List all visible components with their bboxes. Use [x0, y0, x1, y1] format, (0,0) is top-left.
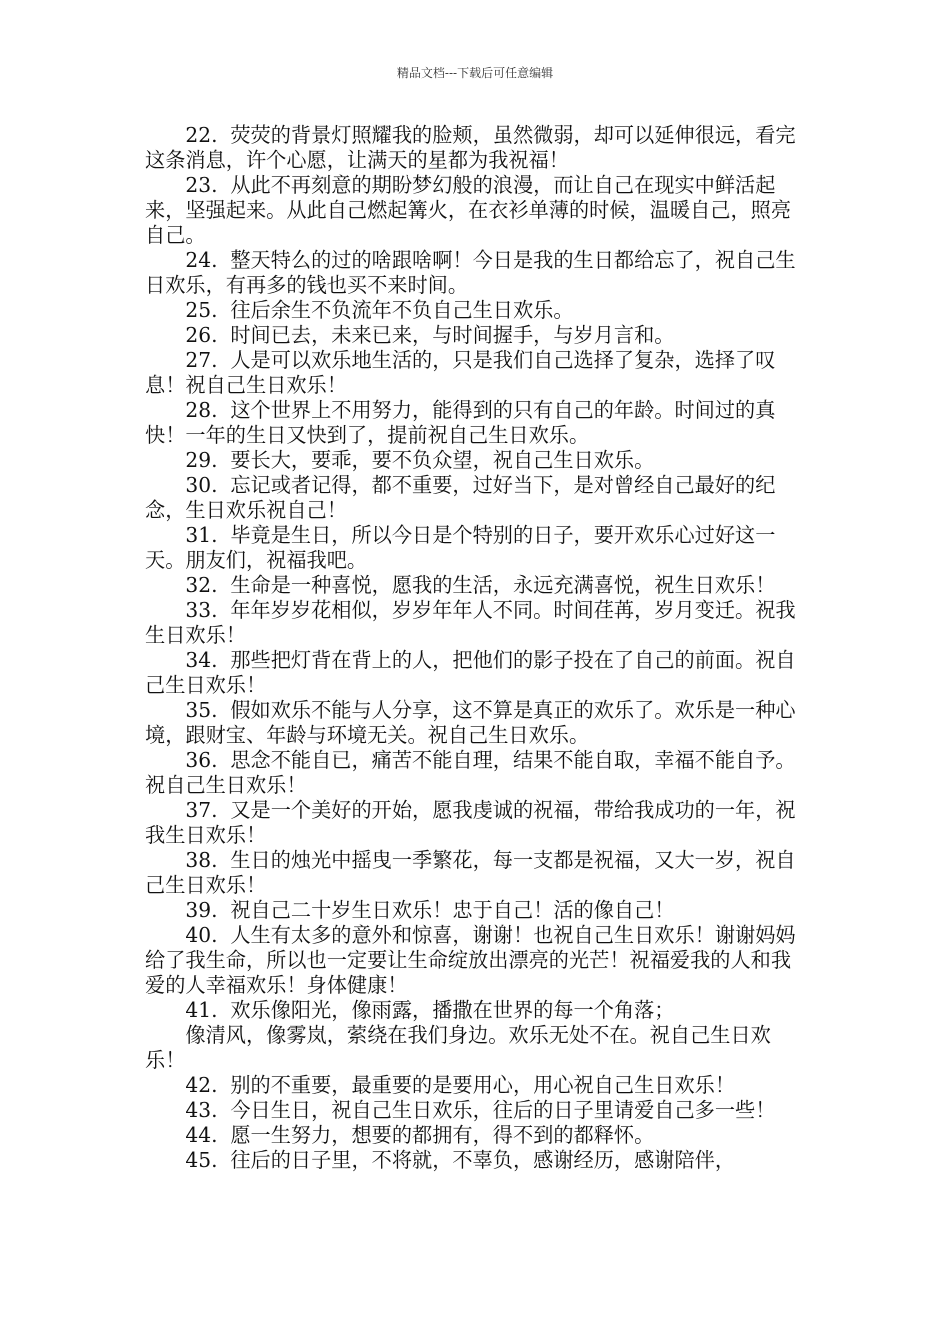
paragraph: [145, 123, 810, 173]
paragraph-text: 荧荧的背景灯照耀我的脸颊，虽然微弱，却可以延伸很远，看完这条消息，许个心愿，让满天的星都为我祝福！: [145, 123, 796, 172]
paragraph: [145, 998, 810, 1023]
paragraph: [145, 798, 810, 848]
paragraph-number: 41.: [185, 998, 218, 1022]
paragraph-text: 今日生日，祝自己生日欢乐，往后的日子里请爱自己多一些！: [230, 1098, 776, 1122]
paragraph: [145, 448, 810, 473]
paragraph-number: 45.: [185, 1148, 218, 1172]
paragraph-number: 32.: [185, 573, 218, 597]
paragraph: [145, 698, 810, 748]
paragraph-text: 别的不重要，最重要的是要用心，用心祝自己生日欢乐！: [230, 1073, 736, 1097]
paragraph-text: 又是一个美好的开始，愿我虔诚的祝福，带给我成功的一年，祝我生日欢乐！: [145, 798, 796, 847]
paragraph-number: 38.: [185, 848, 218, 872]
paragraph: [145, 1098, 810, 1123]
paragraph-text: 祝自己二十岁生日欢乐！忠于自己！活的像自己！: [230, 898, 675, 922]
paragraph-text: 生命是一种喜悦，愿我的生活，永远充满喜悦，祝生日欢乐！: [230, 573, 776, 597]
paragraph-number: 34.: [185, 648, 218, 672]
paragraph-number: 33.: [185, 598, 218, 622]
paragraph-number: 35.: [185, 698, 218, 722]
paragraph: [145, 598, 810, 648]
paragraph: [145, 748, 810, 798]
paragraph-text: 那些把灯背在背上的人，把他们的影子投在了自己的前面。祝自己生日欢乐！: [145, 648, 796, 697]
paragraph-text: 往后的日子里，不将就，不辜负，感谢经历，感谢陪伴，: [230, 1148, 736, 1172]
paragraph-text: 思念不能自已，痛苦不能自理，结果不能自取，幸福不能自予。祝自己生日欢乐！: [145, 748, 796, 797]
paragraph-text: 这个世界上不用努力，能得到的只有自己的年龄。时间过的真快！一年的生日又快到了，提前祝自己生日欢乐。: [145, 398, 776, 447]
paragraph: [145, 323, 810, 348]
paragraph: [145, 473, 810, 523]
page-header: 精品文档---下载后可任意编辑: [396, 66, 554, 80]
paragraph-text: 往后余生不负流年不负自己生日欢乐。: [230, 298, 574, 322]
paragraph-number: 44.: [185, 1123, 218, 1147]
paragraph-text: 时间已去，未来已来，与时间握手，与岁月言和。: [230, 323, 675, 347]
paragraph-text: 年年岁岁花相似，岁岁年年人不同。时间荏苒，岁月变迁。祝我生日欢乐！: [145, 598, 796, 647]
paragraph-text: 愿一生努力，想要的都拥有，得不到的都释怀。: [230, 1123, 655, 1147]
paragraph-number: 43.: [185, 1098, 218, 1122]
paragraph: [145, 398, 810, 448]
paragraph-number: 31.: [185, 523, 218, 547]
paragraph-text: 要长大，要乖，要不负众望，祝自己生日欢乐。: [230, 448, 655, 472]
paragraph-text: 毕竟是生日，所以今日是个特别的日子，要开欢乐心过好这一天。朋友们，祝福我吧。: [145, 523, 776, 572]
paragraph-text: 像清风，像雾岚，萦绕在我们身边。欢乐无处不在。祝自己生日欢乐！: [145, 1023, 771, 1072]
paragraph: [145, 1073, 810, 1098]
paragraph: [145, 523, 810, 573]
paragraph: [145, 248, 810, 298]
paragraph-number: 39.: [185, 898, 218, 922]
paragraph: [145, 848, 810, 898]
paragraph-number: 23.: [185, 173, 218, 197]
paragraph: [145, 348, 810, 398]
paragraph-number: 42.: [185, 1073, 218, 1097]
paragraph: [145, 298, 810, 323]
paragraph: [145, 573, 810, 598]
paragraph: [145, 1123, 810, 1148]
paragraph-number: 22.: [185, 123, 218, 147]
paragraph-text: 人是可以欢乐地生活的，只是我们自己选择了复杂，选择了叹息！祝自己生日欢乐！: [145, 348, 776, 397]
paragraph: [145, 1148, 810, 1173]
paragraph-number: 24.: [185, 248, 218, 272]
paragraph: [145, 1023, 810, 1073]
paragraph-number: 30.: [185, 473, 218, 497]
paragraph-number: 29.: [185, 448, 218, 472]
paragraph-number: 40.: [185, 923, 218, 947]
paragraph-text: 从此不再刻意的期盼梦幻般的浪漫，而让自己在现实中鲜活起来，坚强起来。从此自己燃起篝火，在衣衫单薄的时候，温暖自己，照亮自己。: [145, 173, 792, 247]
paragraph: [145, 923, 810, 998]
paragraph-text: 整天特么的过的啥跟啥啊！今日是我的生日都给忘了，祝自己生日欢乐，有再多的钱也买不来时间。: [145, 248, 796, 297]
paragraph-text: 生日的烛光中摇曳一季繁花，每一支都是祝福，又大一岁，祝自己生日欢乐！: [145, 848, 796, 897]
paragraph-number: 28.: [185, 398, 218, 422]
document-body: [145, 123, 810, 1173]
paragraph-number: 26.: [185, 323, 218, 347]
paragraph-text: 忘记或者记得，都不重要，过好当下，是对曾经自己最好的纪念，生日欢乐祝自己！: [145, 473, 776, 522]
paragraph-text: 人生有太多的意外和惊喜，谢谢！也祝自己生日欢乐！谢谢妈妈给了我生命，所以也一定要让生命绽放出漂亮的光芒！祝福爱我的人和我爱的人幸福欢乐！身体健康！: [145, 923, 796, 997]
paragraph: [145, 898, 810, 923]
paragraph: [145, 173, 810, 248]
paragraph-number: 37.: [185, 798, 218, 822]
paragraph-number: 27.: [185, 348, 218, 372]
paragraph-number: 36.: [185, 748, 218, 772]
paragraph-text: 假如欢乐不能与人分享，这不算是真正的欢乐了。欢乐是一种心境，跟财宝、年龄与环境无关。祝自己生日欢乐。: [145, 698, 796, 747]
paragraph-number: 25.: [185, 298, 218, 322]
paragraph-text: 欢乐像阳光，像雨露，播撒在世界的每一个角落；: [230, 998, 675, 1022]
paragraph: [145, 648, 810, 698]
